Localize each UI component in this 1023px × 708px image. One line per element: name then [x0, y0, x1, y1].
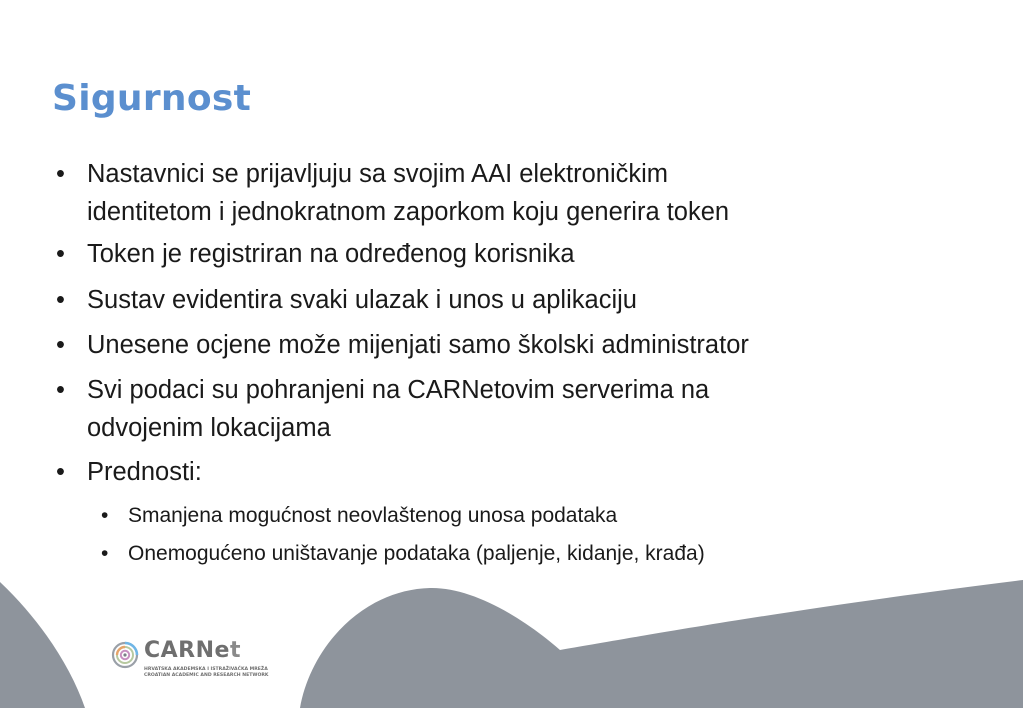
carnet-swirl-icon [110, 640, 140, 670]
bullet-marker: • [56, 286, 65, 314]
logo-subtitle-en: CROATIAN ACADEMIC AND RESEARCH NETWORK [144, 673, 269, 678]
bullet-text [87, 155, 907, 231]
bullet-marker: • [101, 504, 109, 527]
bullet-text-line: Svi podaci su pohranjeni na CARNetovim serverima na [87, 376, 710, 404]
logo-wordmark [144, 638, 241, 663]
bullet-item [56, 453, 916, 491]
sub-bullet-text: Onemogućeno uništavanje podataka (paljenje, kidanje, krađa) [128, 542, 705, 565]
bullet-item [56, 281, 916, 319]
slide-title: Sigurnost [52, 78, 252, 119]
logo-wordmark-main: CARNe [144, 638, 230, 663]
logo-wordmark-tail: t [229, 638, 241, 663]
logo-subtitle-hr: HRVATSKA AKADEMSKA I ISTRAŽIVAČKA MREŽA [144, 667, 268, 672]
bullet-marker: • [101, 542, 109, 565]
bullet-text-line: identitetom i jednokratnom zaporkom koju generira token [87, 198, 730, 226]
bullet-marker: • [56, 331, 65, 359]
bullet-text: Unesene ocjene može mijenjati samo školski administrator [87, 331, 749, 359]
sub-bullet-item [101, 539, 921, 569]
bullet-item [56, 326, 916, 364]
bullet-text: Prednosti: [87, 458, 202, 486]
bullet-marker: • [56, 376, 65, 404]
bullet-text-line: odvojenim lokacijama [87, 414, 331, 442]
sub-bullet-text: Smanjena mogućnost neovlaštenog unosa podataka [128, 504, 618, 527]
bullet-text-line: Nastavnici se prijavljuju sa svojim AAI elektroničkim [87, 160, 669, 188]
bullet-text: Token je registriran na određenog korisnika [87, 240, 575, 268]
carnet-logo [110, 636, 269, 688]
sub-bullet-item [101, 501, 921, 531]
bullet-item [56, 371, 916, 447]
bullet-marker: • [56, 240, 65, 268]
bullet-item [56, 235, 916, 273]
bullet-text: Sustav evidentira svaki ulazak i unos u aplikaciju [87, 286, 637, 314]
bullet-marker: • [56, 458, 65, 486]
right-wave-shape [300, 580, 1023, 708]
left-wave-shape [0, 582, 85, 708]
bullet-marker: • [56, 160, 65, 188]
bullet-text [87, 371, 907, 447]
bullet-item [56, 155, 916, 231]
